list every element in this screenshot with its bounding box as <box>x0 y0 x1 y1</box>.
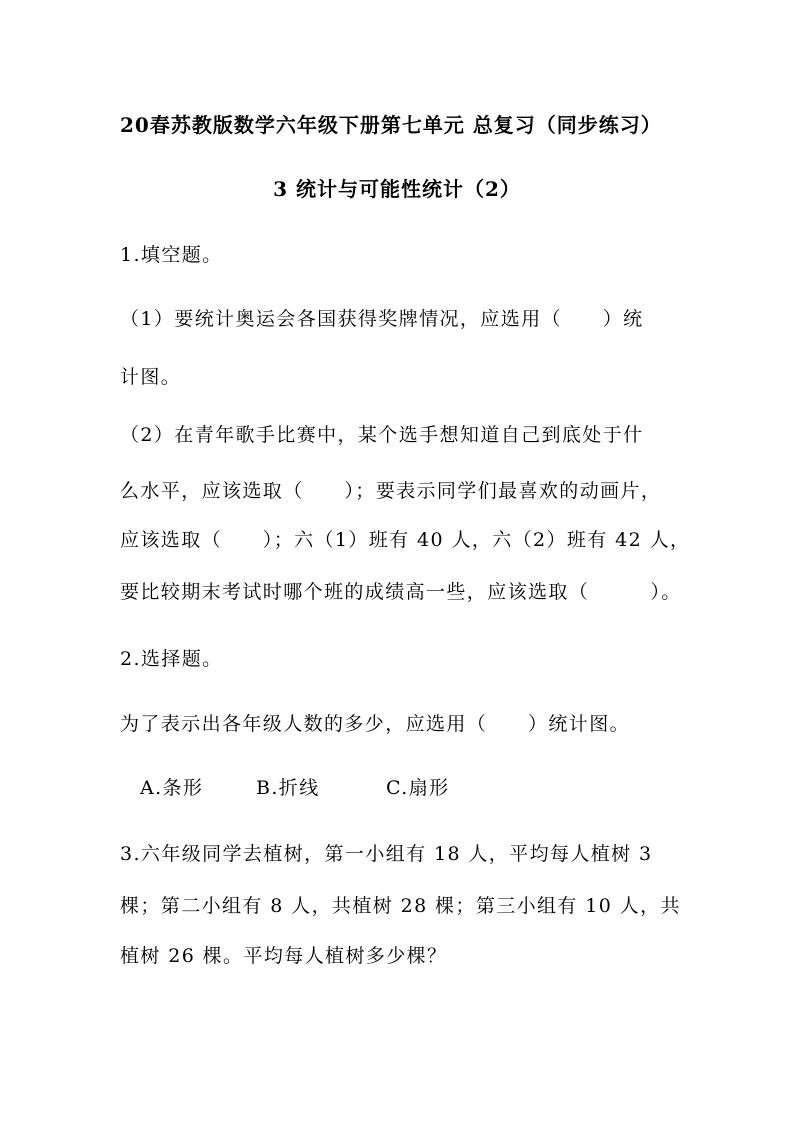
q3-line1: 3.六年级同学去植树，第一小组有 18 人，平均每人植树 3 <box>120 843 653 865</box>
q2-option-a: A.条形 <box>140 777 204 799</box>
q2-stem: 为了表示出各年级人数的多少，应选用（ ）统计图。 <box>120 713 631 735</box>
q1-heading: 1.填空题。 <box>120 244 223 266</box>
document-subtitle: 3 统计与可能性统计（2） <box>273 177 521 201</box>
q1-part1-line2: 计图。 <box>120 366 182 388</box>
q1-part2-line3: 应该选取（ ）；六（1）班有 40 人，六（2）班有 42 人， <box>120 529 691 551</box>
q1-part2-line1: （2）在青年歌手比赛中，某个选手想知道自己到底处于什 <box>120 424 644 446</box>
q3-line2: 棵；第二小组有 8 人，共植树 28 棵；第三小组有 10 人，共 <box>120 895 681 917</box>
document-title: 20春苏教版数学六年级下册第七单元 总复习（同步练习） <box>120 113 662 137</box>
q1-part2-line4: 要比较期末考试时哪个班的成绩高一些，应该选取（ ）。 <box>120 581 682 603</box>
q2-option-b: B.折线 <box>256 777 320 799</box>
q1-part1-line1: （1）要统计奥运会各国获得奖牌情况，应选用（ ）统 <box>120 308 644 330</box>
q3-line3: 植树 26 棵。平均每人植树多少棵？ <box>120 945 448 967</box>
q2-option-c: C.扇形 <box>386 777 450 799</box>
q1-part2-line2: 么水平，应该选取（ ）；要表示同学们最喜欢的动画片， <box>120 480 662 502</box>
q2-heading: 2.选择题。 <box>120 648 223 670</box>
